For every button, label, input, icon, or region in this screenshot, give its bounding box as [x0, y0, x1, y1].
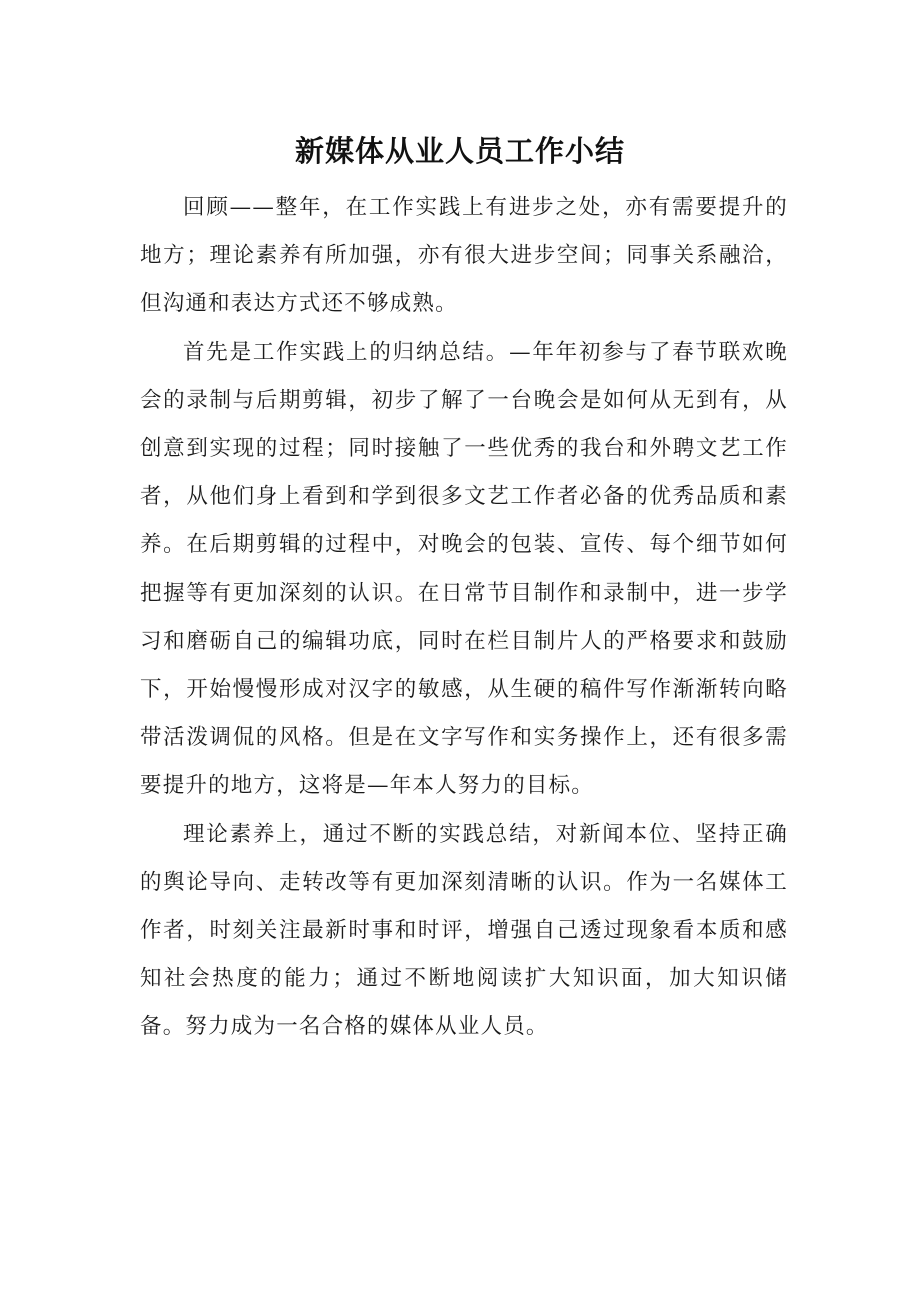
paragraph-theory: 理论素养上，通过不断的实践总结，对新闻本位、坚持正确的舆论导向、走转改等有更加深刻清晰的认识。作为一名媒体工作者，时刻关注最新时事和时评，增强自己透过现象看本质和感知社会热度的能力；通过不断地阅读扩大知识面，加大知识储备。努力成为一名合格的媒体从业人员。 — [140, 821, 788, 1040]
document-title: 新媒体从业人员工作小结 — [294, 134, 625, 168]
paragraph-review: 回顾——整年，在工作实践上有进步之处，亦有需要提升的地方；理论素养有所加强，亦有很大进步空间；同事关系融洽，但沟通和表达方式还不够成熟。 — [140, 195, 788, 317]
document-body — [140, 184, 788, 1052]
paragraph-work-practice: 首先是工作实践上的归纳总结。—年年初参与了春节联欢晚会的录制与后期剪辑，初步了解了一台晚会是如何从无到有，从创意到实现的过程；同时接触了一些优秀的我台和外聘文艺工作者，从他们身上看到和学到很多文艺工作者必备的优秀品质和素养。在后期剪辑的过程中，对晚会的包装、宣传、每个细节如何把握等有更加深刻的认识。在日常节目制作和录制中，进一步学习和磨砺自己的编辑功底，同时在栏目制片人的严格要求和鼓励下，开始慢慢形成对汉字的敏感，从生硬的稿件写作渐渐转向略带活泼调侃的风格。但是在文字写作和实务操作上，还有很多需要提升的地方，这将是—年本人努力的目标。 — [140, 339, 788, 799]
